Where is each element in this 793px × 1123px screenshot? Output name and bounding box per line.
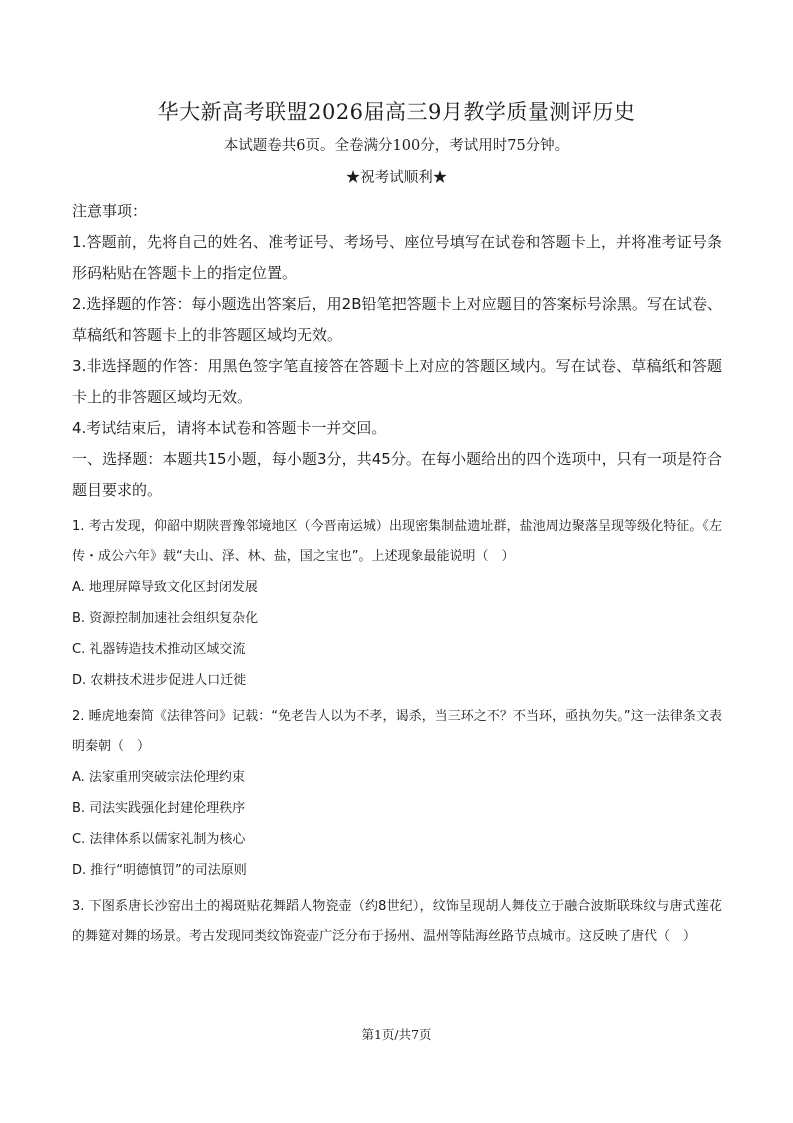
notice-item: 1.答题前，先将自己的姓名、准考证号、考场号、座位号填写在试卷和答题卡上，并将准考证号条形码粘贴在答题卡上的指定位置。 bbox=[72, 233, 722, 282]
question-stem: 1. 考古发现，仰韶中期陕晋豫邻境地区（今晋南运城）出现密集制盐遗址群，盐池周边聚落呈现等级化特征。《左传・成公六年》载“夫山、泽、林、盐，国之宝也”。上述现象最能说明（ ） bbox=[72, 519, 722, 564]
exam-info: 本试题卷共6页。全卷满分100分，考试用时75分钟。 bbox=[223, 138, 570, 154]
notice-item: 2.选择题的作答：每小题选出答案后，用2B铅笔把答题卡上对应题目的答案标号涂黑。写在试卷、草稿纸和答题卡上的非答题区域均无效。 bbox=[72, 295, 722, 344]
notice-item: 4.考试结束后，请将本试卷和答题卡一并交回。 bbox=[72, 419, 387, 437]
notice-item: 3.非选择题的作答：用黑色签字笔直接答在答题卡上对应的答题区域内。写在试卷、草稿纸和答题卡上的非答题区域均无效。 bbox=[72, 357, 722, 406]
question-2 bbox=[72, 702, 722, 886]
option-d: D. 推行“明德慎罚”的司法原则 bbox=[72, 863, 247, 878]
page-content bbox=[72, 196, 722, 952]
question-3 bbox=[72, 892, 722, 952]
section-one-intro bbox=[72, 444, 722, 506]
option-a: A. 法家重刑突破宗法伦理约束 bbox=[72, 770, 245, 785]
question-stem: 2. 睡虎地秦简《法律答问》记载：“免老告人以为不孝，谒杀，当三环之不？不当环，亟执勿失。”这一法律条文表明秦朝（ ） bbox=[72, 709, 722, 754]
option-d: D. 农耕技术进步促进人口迁徙 bbox=[72, 673, 247, 688]
question-1 bbox=[72, 512, 722, 696]
option-c: C. 礼器铸造技术推动区域交流 bbox=[72, 642, 246, 657]
notice-heading: 注意事项： bbox=[72, 202, 148, 220]
good-luck-line: ★祝考试顺利★ bbox=[345, 170, 448, 186]
page-number: 第1页/共7页 bbox=[361, 1027, 432, 1042]
option-c: C. 法律体系以儒家礼制为核心 bbox=[72, 832, 246, 847]
notice-section bbox=[72, 196, 722, 444]
option-a: A. 地理屏障导致文化区封闭发展 bbox=[72, 580, 258, 595]
option-b: B. 资源控制加速社会组织复杂化 bbox=[72, 611, 259, 626]
option-b: B. 司法实践强化封建伦理秩序 bbox=[72, 801, 246, 816]
question-stem: 3. 下图系唐长沙窑出土的褐斑贴花舞蹈人物瓷壶（约8世纪），纹饰呈现胡人舞伎立于融合波斯联珠纹与唐式莲花的舞筵对舞的场景。考古发现同类纹饰瓷壶广泛分布于扬州、温州等陆海丝路节点城市。这反映了唐代（ ） bbox=[72, 899, 722, 944]
section-heading: 一、选择题：本题共15小题，每小题3分，共45分。在每小题给出的四个选项中，只有一项是符合题目要求的。 bbox=[72, 450, 722, 499]
page-title: 华大新高考联盟2026届高三9月教学质量测评历史 bbox=[157, 100, 636, 124]
